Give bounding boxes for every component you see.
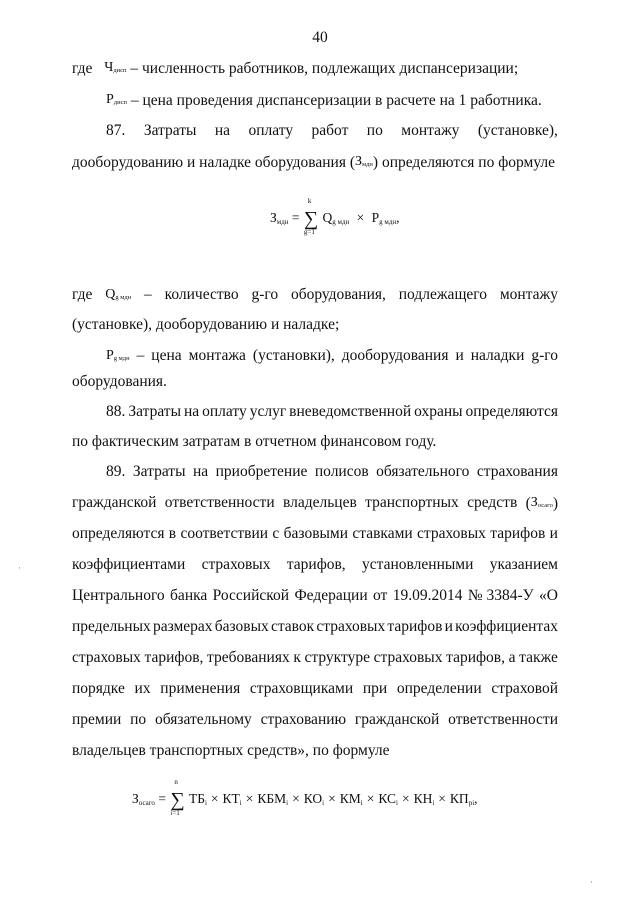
word: приобретение <box>215 463 308 480</box>
word: соответствии <box>180 525 269 542</box>
word: размерах <box>152 618 213 635</box>
times-sign: × <box>245 791 254 806</box>
symbol-rdisp: $Р_{дисп}$ <box>106 92 127 107</box>
definition-line-q: где $Q_{g мдн}$ – количество g-го оборудования, подлежащего монтажу <box>72 285 558 308</box>
formula-term-index: pi <box>468 799 475 807</box>
word: страховых <box>316 618 386 635</box>
word: Затраты <box>132 463 186 480</box>
formula-term: КБМ <box>257 791 287 806</box>
paragraph-89-line-1 <box>106 462 558 482</box>
word: страхованию <box>260 711 347 728</box>
paragraph-89-line-10: владельцев транспортных средств», по формуле <box>72 742 390 759</box>
word: структуре <box>304 649 370 666</box>
times-sign: × <box>292 791 300 806</box>
paragraph-89-line-7 <box>72 648 558 668</box>
formula-term: КП <box>449 791 469 806</box>
symbol-zmdn: $З_{мдн}$ <box>355 154 373 169</box>
word: охраны <box>414 403 463 420</box>
paragraph-88-line-2: по фактическим затратам в отчетном финансовом году. <box>72 433 437 450</box>
word: ставками <box>352 525 413 542</box>
word: по <box>366 122 383 139</box>
word: страховщиками <box>249 680 354 697</box>
word: полисов <box>314 463 369 480</box>
symbol-qg: $Q_{g мдн}$ <box>105 287 132 302</box>
paragraph-88-line-1 <box>106 402 558 422</box>
times-sign: × <box>401 791 410 806</box>
word: премии <box>72 711 122 728</box>
word: применения <box>160 680 241 697</box>
definition-line-q-2: (установке), дооборудованию и наладке; <box>72 316 340 333</box>
word: тарифов, <box>144 649 204 666</box>
word: также <box>519 649 558 666</box>
word: 87. <box>106 122 126 139</box>
word: и <box>444 618 453 635</box>
formula-term-index: i <box>322 799 325 807</box>
word: тарифов <box>387 618 443 635</box>
paragraph-89-line-4 <box>72 555 558 575</box>
word: требованиях <box>207 649 290 666</box>
formula-zosago: $З_{осаго}$ = ∑ n i=1 $ТБ_i \times КТ_i \times КБМ_i \times КО_i \times КМ_i \times КС_i \times КН_i \times КП_{pi}$, <box>132 778 478 817</box>
formula-term: ТБ <box>188 791 205 806</box>
word: определяются <box>72 525 165 542</box>
word: Центрального <box>72 587 165 604</box>
times-sign: × <box>210 791 219 806</box>
formula-term-index: i <box>396 799 398 807</box>
paragraph-89-line-6 <box>72 617 558 637</box>
formula-term: КО <box>303 791 323 806</box>
word: порядке <box>72 680 125 697</box>
word: в <box>168 525 177 542</box>
sum-sign: ∑ n i=1 <box>170 778 185 817</box>
symbol-chdisp: $Ч_{дисп}$ <box>104 60 127 75</box>
margin-mark: · <box>18 563 21 573</box>
paragraph-89-line-3 <box>72 524 558 544</box>
formula-term-index: i <box>286 799 289 807</box>
word: при <box>362 680 388 697</box>
word: страховых <box>72 649 141 666</box>
word: на <box>183 403 200 420</box>
word: Российской <box>212 587 290 604</box>
word: страховой <box>491 680 558 697</box>
word: оплату <box>202 403 247 420</box>
word: тарифов, <box>446 649 505 666</box>
formula-term: КН <box>413 791 433 806</box>
word: и <box>549 525 558 542</box>
word: тарифов <box>490 525 546 542</box>
margin-mark: · <box>590 877 593 887</box>
word: с <box>272 525 280 542</box>
word: ставок <box>270 618 315 635</box>
word: 89. <box>106 463 126 480</box>
word: Затраты <box>128 403 181 420</box>
paragraph-89-line-9 <box>72 710 558 730</box>
word: ответственности <box>448 711 558 728</box>
times-sign: × <box>328 791 336 806</box>
word: страховых <box>417 525 486 542</box>
word: 88. <box>106 403 126 420</box>
word: базовых <box>214 618 269 635</box>
word: тарифов, <box>286 556 346 573</box>
paragraph-87-line-1 <box>106 121 558 141</box>
symbol-pg: $P_{g мдн}$ <box>106 348 130 363</box>
word: Федерации <box>294 587 368 604</box>
word: услуг <box>249 403 287 420</box>
word: по <box>130 711 147 728</box>
word: банка <box>170 587 208 604</box>
word: монтажу <box>401 122 460 139</box>
formula-term: КТ <box>222 791 240 806</box>
definition-line-chdisp: где $Ч_{дисп}$ – численность работников, подлежащих диспансеризации; <box>72 58 518 81</box>
word: определяются <box>465 403 558 420</box>
page-number: 40 <box>312 29 328 46</box>
word: обязательного <box>376 463 470 480</box>
word: коэффициентах <box>455 618 558 635</box>
word: вневедомственной <box>289 403 412 420</box>
word: обязательному <box>155 711 252 728</box>
word: а <box>508 649 516 666</box>
word: № 3384-У <box>467 587 534 604</box>
paragraph-87-line-2: дооборудованию и наладке оборудования $(З_{мдн})$ определяются по формуле <box>72 152 555 175</box>
word: базовыми <box>283 525 349 542</box>
formula-term-index: i <box>432 799 435 807</box>
word: страховых <box>201 556 271 573</box>
word: от <box>373 587 388 604</box>
formula-term: КС <box>378 791 396 806</box>
sum-sign: ∑ k g=1 <box>303 197 319 236</box>
word: предельных <box>72 618 151 635</box>
word: их <box>134 680 151 697</box>
formula-term-index: i <box>204 799 207 807</box>
formula-zmdn: $З_{мдн}$ = ∑ k g=1 $Q_{g мдн} \times P_{g мдн}$, <box>270 197 400 236</box>
times-sign: × <box>366 791 375 806</box>
definition-line-rdisp: $Р_{дисп}$ – цена проведения диспансеризации в расчете на 1 работника. <box>106 90 542 113</box>
symbol-zosago: $З_{осаго}$ <box>530 495 553 510</box>
formula-term-index: i <box>360 799 363 807</box>
definition-line-p: $P_{g мдн}$ – цена монтажа (установки), дооборудования и наладки g-го <box>106 346 558 369</box>
word: на <box>192 463 209 480</box>
formula-term-index: i <box>239 799 242 807</box>
word: работ <box>311 122 349 139</box>
word: определении <box>396 680 482 697</box>
formula-term: КМ <box>339 791 361 806</box>
word: коэффициентами <box>72 556 186 573</box>
word: страхования <box>476 463 558 480</box>
word: (установке), <box>477 122 558 139</box>
word: на <box>214 122 231 139</box>
word: страховых <box>373 649 443 666</box>
word: оплату <box>248 122 294 139</box>
word: указанием <box>489 556 558 573</box>
word: «О <box>539 587 558 604</box>
word: 19.09.2014 <box>392 587 463 604</box>
definition-line-p-2: оборудования. <box>72 373 167 390</box>
paragraph-89-line-2: гражданской ответственности владельцев транспортных средств $(З_{осаго})$ <box>72 493 558 516</box>
paragraph-89-line-8 <box>72 679 558 699</box>
word: к <box>293 649 301 666</box>
word: установленными <box>362 556 474 573</box>
word: гражданской <box>354 711 440 728</box>
times-sign: × <box>438 791 446 806</box>
paragraph-89-line-5 <box>72 586 558 606</box>
word: Затраты <box>143 122 197 139</box>
